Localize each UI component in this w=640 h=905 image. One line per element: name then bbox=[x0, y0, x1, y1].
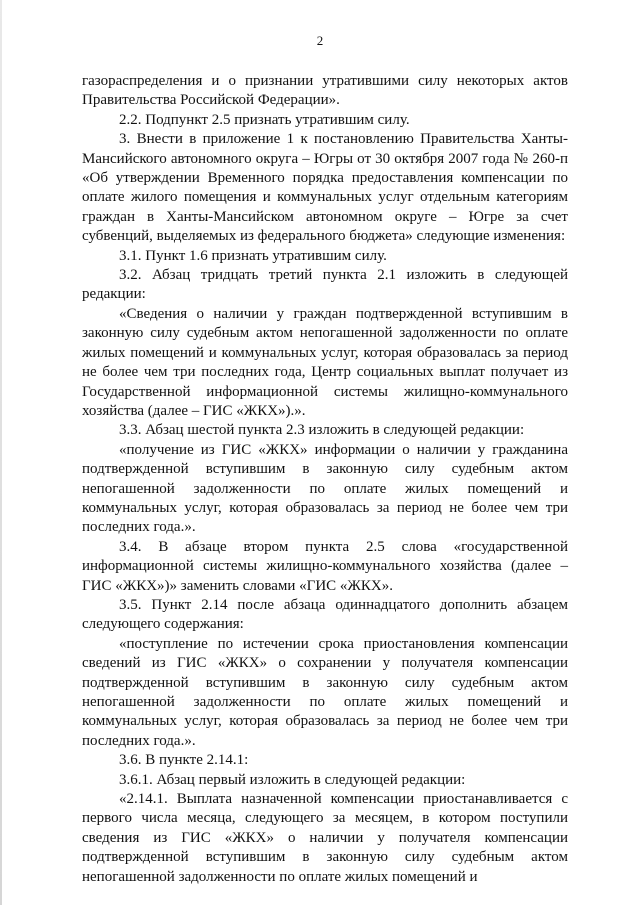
paragraph-continuation: газораспределения и о признании утратившими силу некоторых актов Правительства Российской Федерации». bbox=[82, 73, 568, 109]
paragraph-3-5: 3.5. Пункт 2.14 после абзаца одиннадцатого дополнить абзацем следующего содержания: bbox=[82, 596, 568, 633]
paragraph-3-2: 3.2. Абзац тридцать третий пункта 2.1 изложить в следующей редакции: bbox=[82, 267, 568, 303]
paragraph-3-2-quote: «Сведения о наличии у граждан подтвержденной вступившим в законную силу судебным актом непогашенной задолженности по оплате жилых помещений и коммунальных услуг, которая образовалась за период не более чем три последних года, Центр социальных выплат получает из Государственной информационной системы жилищно-коммунального хозяйства (далее – ГИС «ЖКХ»).». bbox=[82, 305, 568, 419]
paragraph-3: 3. Внести в приложение 1 к постановлению Правительства Ханты-Мансийского автономного округа – Югры от 30 октября 2007 года № 260-п «Об утверждении Временного порядка предоставления компенсации по оплате жилого помещения и коммунальных услуг отдельным категориям граждан в Ханты-Мансийском автономном округе – Югре за счет субвенций, выделяемых из федерального бюджета» следующие изменения: bbox=[82, 131, 568, 245]
paragraph-3-6-1: 3.6.1. Абзац первый изложить в следующей редакции: bbox=[119, 771, 466, 788]
paragraph-3-3: 3.3. Абзац шестой пункта 2.3 изложить в следующей редакции: bbox=[119, 422, 525, 439]
page-number: 2 bbox=[316, 33, 324, 48]
paragraph-3-1: 3.1. Пункт 1.6 признать утратившим силу. bbox=[119, 247, 387, 264]
paragraph-3-3-quote: «получение из ГИС «ЖКХ» информации о наличии у гражданина подтвержденной вступившим в законную силу судебным актом непогашенной задолженности по оплате жилых помещений и коммунальных услуг, которая образовалась за период не более чем три последних года.». bbox=[82, 441, 568, 536]
scan-edge bbox=[0, 0, 2, 905]
paragraph-2-2: 2.2. Подпункт 2.5 признать утратившим силу. bbox=[119, 111, 410, 128]
paragraph-3-4: 3.4. В абзаце втором пункта 2.5 слова «государственной информационной системы жилищно-коммунального хозяйства (далее – ГИС «ЖКХ»)» заменить словами «ГИС «ЖКХ». bbox=[82, 538, 568, 594]
paragraph-3-6: 3.6. В пункте 2.14.1: bbox=[119, 752, 249, 769]
document-body bbox=[82, 72, 568, 887]
paragraph-3-6-1-quote: «2.14.1. Выплата назначенной компенсации приостанавливается с первого числа месяца, следующего за месяцем, в котором поступили сведения из ГИС «ЖКХ» о наличии у получателя компенсации подтвержденной вступившим в законную силу судебным актом непогашенной задолженности по оплате жилых помещений и bbox=[82, 791, 568, 885]
paragraph-3-5-quote: «поступление по истечении срока приостановления компенсации сведений из ГИС «ЖКХ» о сохранении у получателя компенсации подтвержденной вступившим в законную силу судебным актом непогашенной задолженности по оплате жилых помещений и коммунальных услуг, которая образовалась за период не более чем три последних года.». bbox=[82, 635, 568, 749]
